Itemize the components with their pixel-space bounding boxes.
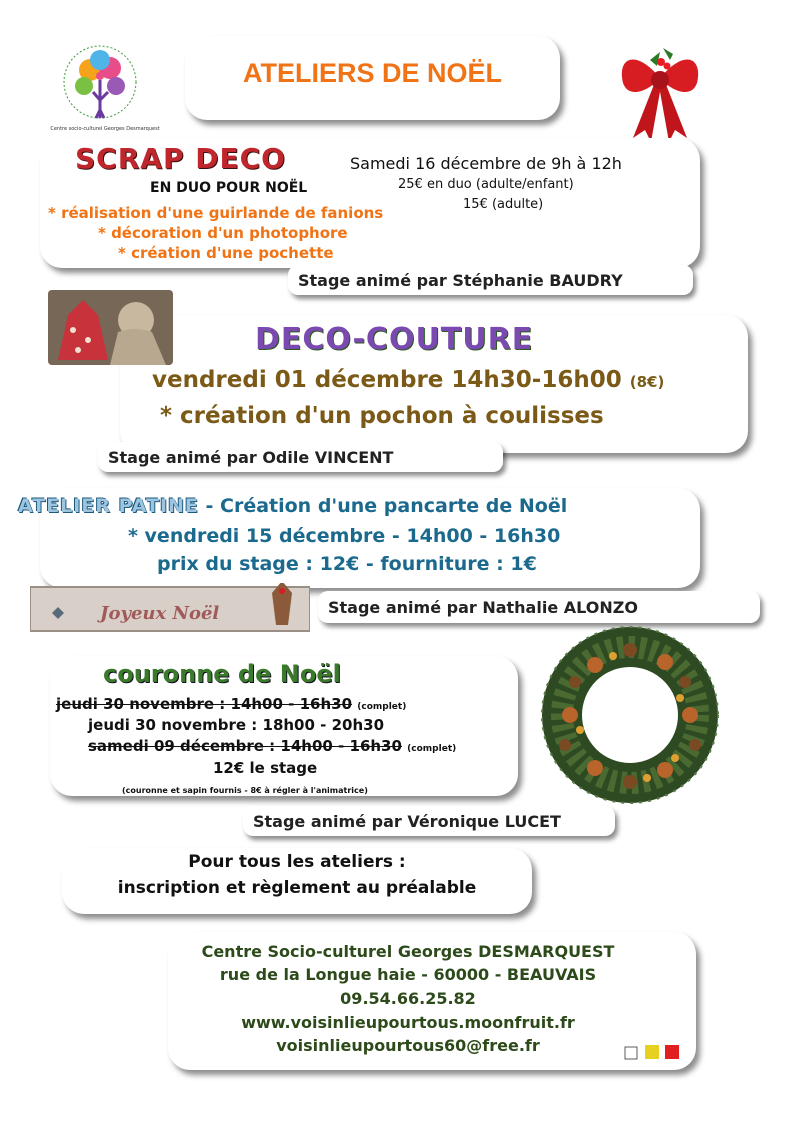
deco-item: * création d'un pochon à coulisses xyxy=(160,403,604,429)
couronne-title: couronne de Noël xyxy=(103,660,341,688)
couronne-session xyxy=(88,737,456,755)
deco-animator: Stage animé par Odile VINCENT xyxy=(98,442,503,472)
patine-date: * vendredi 15 décembre - 14h00 - 16h30 xyxy=(128,525,561,547)
couronne-note: (couronne et sapin fournis - 8€ à régler à l'animatrice) xyxy=(122,786,368,795)
couronne-price: 12€ le stage xyxy=(213,759,318,777)
scrap-animator: Stage animé par Stéphanie BAUDRY xyxy=(288,265,693,295)
contact-name: Centre Socio-culturel Georges DESMARQUEST xyxy=(201,942,615,961)
session-text: samedi 09 décembre : 14h00 - 16h30 xyxy=(88,737,402,755)
session-note: (complet) xyxy=(357,702,407,712)
session-text: jeudi 30 novembre : 14h00 - 16h30 xyxy=(56,695,353,713)
christmas-bow-image xyxy=(615,38,705,143)
scrap-title: SCRAP DECO xyxy=(75,142,286,175)
fabric-bags-photo xyxy=(48,290,173,365)
scrap-item: * création d'une pochette xyxy=(118,244,334,262)
wreath-image xyxy=(535,620,725,810)
contact-address: rue de la Longue haie - 60000 - BEAUVAIS xyxy=(219,965,597,984)
patine-desc: - Création d'une pancarte de Noël xyxy=(198,495,568,517)
patine-title: ATELIER PATINE xyxy=(18,495,199,517)
patine-heading xyxy=(18,495,567,517)
contact-phone: 09.54.66.25.82 xyxy=(340,989,476,1008)
patine-price: prix du stage : 12€ - fourniture : 1€ xyxy=(157,553,537,575)
scrap-date: Samedi 16 décembre de 9h à 12h xyxy=(350,154,622,173)
contact-website[interactable]: www.voisinlieupourtous.moonfruit.fr xyxy=(241,1013,575,1032)
scrap-item: * réalisation d'une guirlande de fanions xyxy=(48,204,384,222)
scrap-price-adult: 15€ (adulte) xyxy=(463,197,544,212)
sign-text: Joyeux Noël xyxy=(100,603,220,624)
info-line-2: inscription et règlement au préalable xyxy=(117,878,477,898)
scrap-price-duo: 25€ en duo (adulte/enfant) xyxy=(398,177,574,192)
contact-email[interactable]: voisinlieupourtous60@free.fr xyxy=(276,1036,540,1055)
deco-date-text: vendredi 01 décembre 14h30-16h00 xyxy=(152,367,622,393)
partner-logos xyxy=(623,1043,683,1061)
scrap-item: * décoration d'un photophore xyxy=(98,224,348,242)
deco-date xyxy=(152,367,664,393)
patine-animator: Stage animé par Nathalie ALONZO xyxy=(318,591,760,623)
couronne-session xyxy=(56,695,406,713)
info-line-1: Pour tous les ateliers : xyxy=(188,852,406,872)
page-title: ATELIERS DE NOËL xyxy=(242,58,503,88)
couronne-session xyxy=(88,716,384,734)
logo xyxy=(58,40,143,135)
deco-title: DECO-COUTURE xyxy=(255,322,534,357)
scrap-subtitle: EN DUO POUR NOËL xyxy=(150,180,308,196)
deco-price: (8€) xyxy=(629,373,665,391)
session-note: (complet) xyxy=(407,744,457,754)
wooden-sign-image xyxy=(30,583,310,633)
couronne-animator: Stage animé par Véronique LUCET xyxy=(243,806,615,836)
session-text: jeudi 30 novembre : 18h00 - 20h30 xyxy=(88,716,385,734)
logo-caption: Centre socio-culturel Georges Desmarquest xyxy=(50,126,160,132)
